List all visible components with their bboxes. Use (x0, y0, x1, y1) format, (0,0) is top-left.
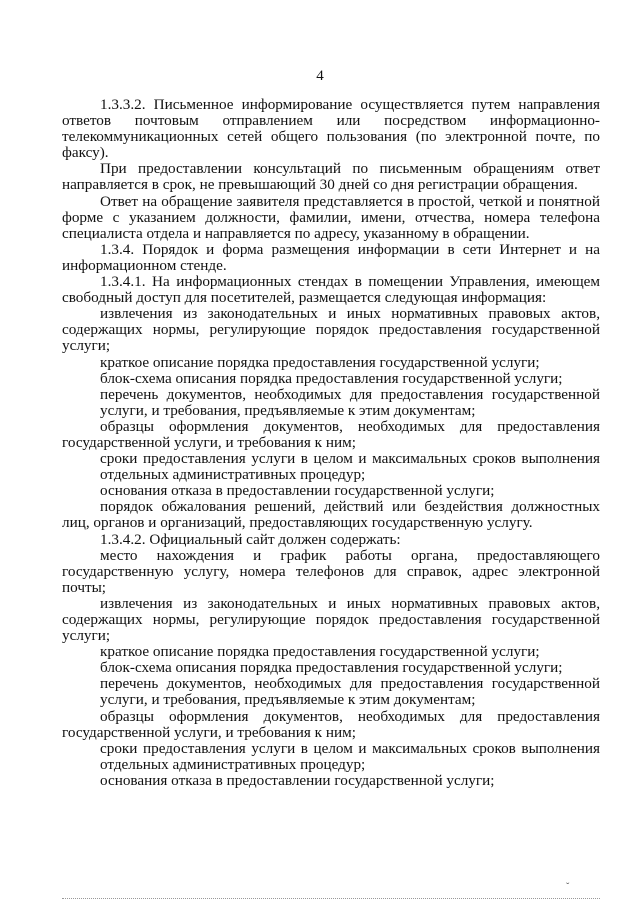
paragraph-1-3-4-1: 1.3.4.1. На информационных стендах в помещении Управления, имеющем свободный доступ для посетителей, размещается следующая информация: (62, 273, 600, 307)
list-item-stand-deadlines: сроки предоставления услуги в целом и максимальных сроков выполнения отдельных административных процедур; (100, 450, 600, 484)
paragraph-1-3-4-2: 1.3.4.2. Официальный сайт должен содержать: (100, 530, 401, 548)
list-item-site-deadlines: сроки предоставления услуги в целом и максимальных сроков выполнения отдельных административных процедур; (100, 739, 600, 773)
document-body (62, 97, 600, 789)
scan-mark: ˇ (566, 882, 570, 893)
list-item-stand-samples: образцы оформления документов, необходимых для предоставления государственной услуги, и требования к ним; (62, 417, 600, 451)
list-item-site-flowchart: блок-схема описания порядка предоставления государственной услуги; (100, 659, 563, 677)
page-number: 4 (316, 68, 324, 84)
paragraph-1-3-3-2: 1.3.3.2. Письменное информирование осуществляется путем направления ответов почтовым отправлением или посредством информационно-телекоммуникационных сетей общего пользования (по электронной почте, по факсу). (62, 96, 600, 162)
list-item-site-extracts: извлечения из законодательных и иных нормативных правовых актов, содержащих нормы, регулирующие порядок предоставления государственной услуги; (62, 594, 600, 645)
list-item-stand-flowchart: блок-схема описания порядка предоставления государственной услуги; (100, 369, 563, 387)
footer-rule (62, 898, 600, 899)
list-item-site-documents: перечень документов, необходимых для предоставления государственной услуги, и требования, предъявляемые к этим документам; (100, 675, 600, 709)
list-item-stand-documents: перечень документов, необходимых для предоставления государственной услуги, и требования, предъявляемые к этим документам; (100, 385, 600, 419)
list-item-stand-appeal: порядок обжалования решений, действий или бездействия должностных лиц, органов и организаций, предоставляющих государственную услугу. (62, 498, 600, 532)
paragraph-consultation-deadline: При предоставлении консультаций по письменным обращениям ответ направляется в срок, не превышающий 30 дней со дня регистрации обращения. (62, 160, 600, 194)
list-item-stand-refusal-grounds: основания отказа в предоставлении государственной услуги; (100, 482, 495, 500)
list-item-site-refusal-grounds: основания отказа в предоставлении государственной услуги; (100, 771, 495, 789)
list-item-site-location: место нахождения и график работы органа, предоставляющего государственную услугу, номера телефонов для справок, адрес электронной почты; (62, 546, 600, 596)
list-item-site-samples: образцы оформления документов, необходимых для предоставления государственной услуги, и требования к ним; (62, 707, 600, 741)
list-item-stand-extracts: извлечения из законодательных и иных нормативных правовых актов, содержащих нормы, регулирующие порядок предоставления государственной услуги; (62, 305, 600, 355)
list-item-stand-short-description: краткое описание порядка предоставления государственной услуги; (100, 353, 540, 371)
paragraph-1-3-4: 1.3.4. Порядок и форма размещения информации в сети Интернет и на информационном стенде. (62, 240, 600, 274)
list-item-site-short-description: краткое описание порядка предоставления государственной услуги; (100, 643, 540, 661)
paragraph-response-form: Ответ на обращение заявителя представляется в простой, четкой и понятной форме с указанием должности, фамилии, имени, отчества, номера телефона специалиста отдела и направляется по адресу, указанному в обращении. (62, 192, 600, 242)
